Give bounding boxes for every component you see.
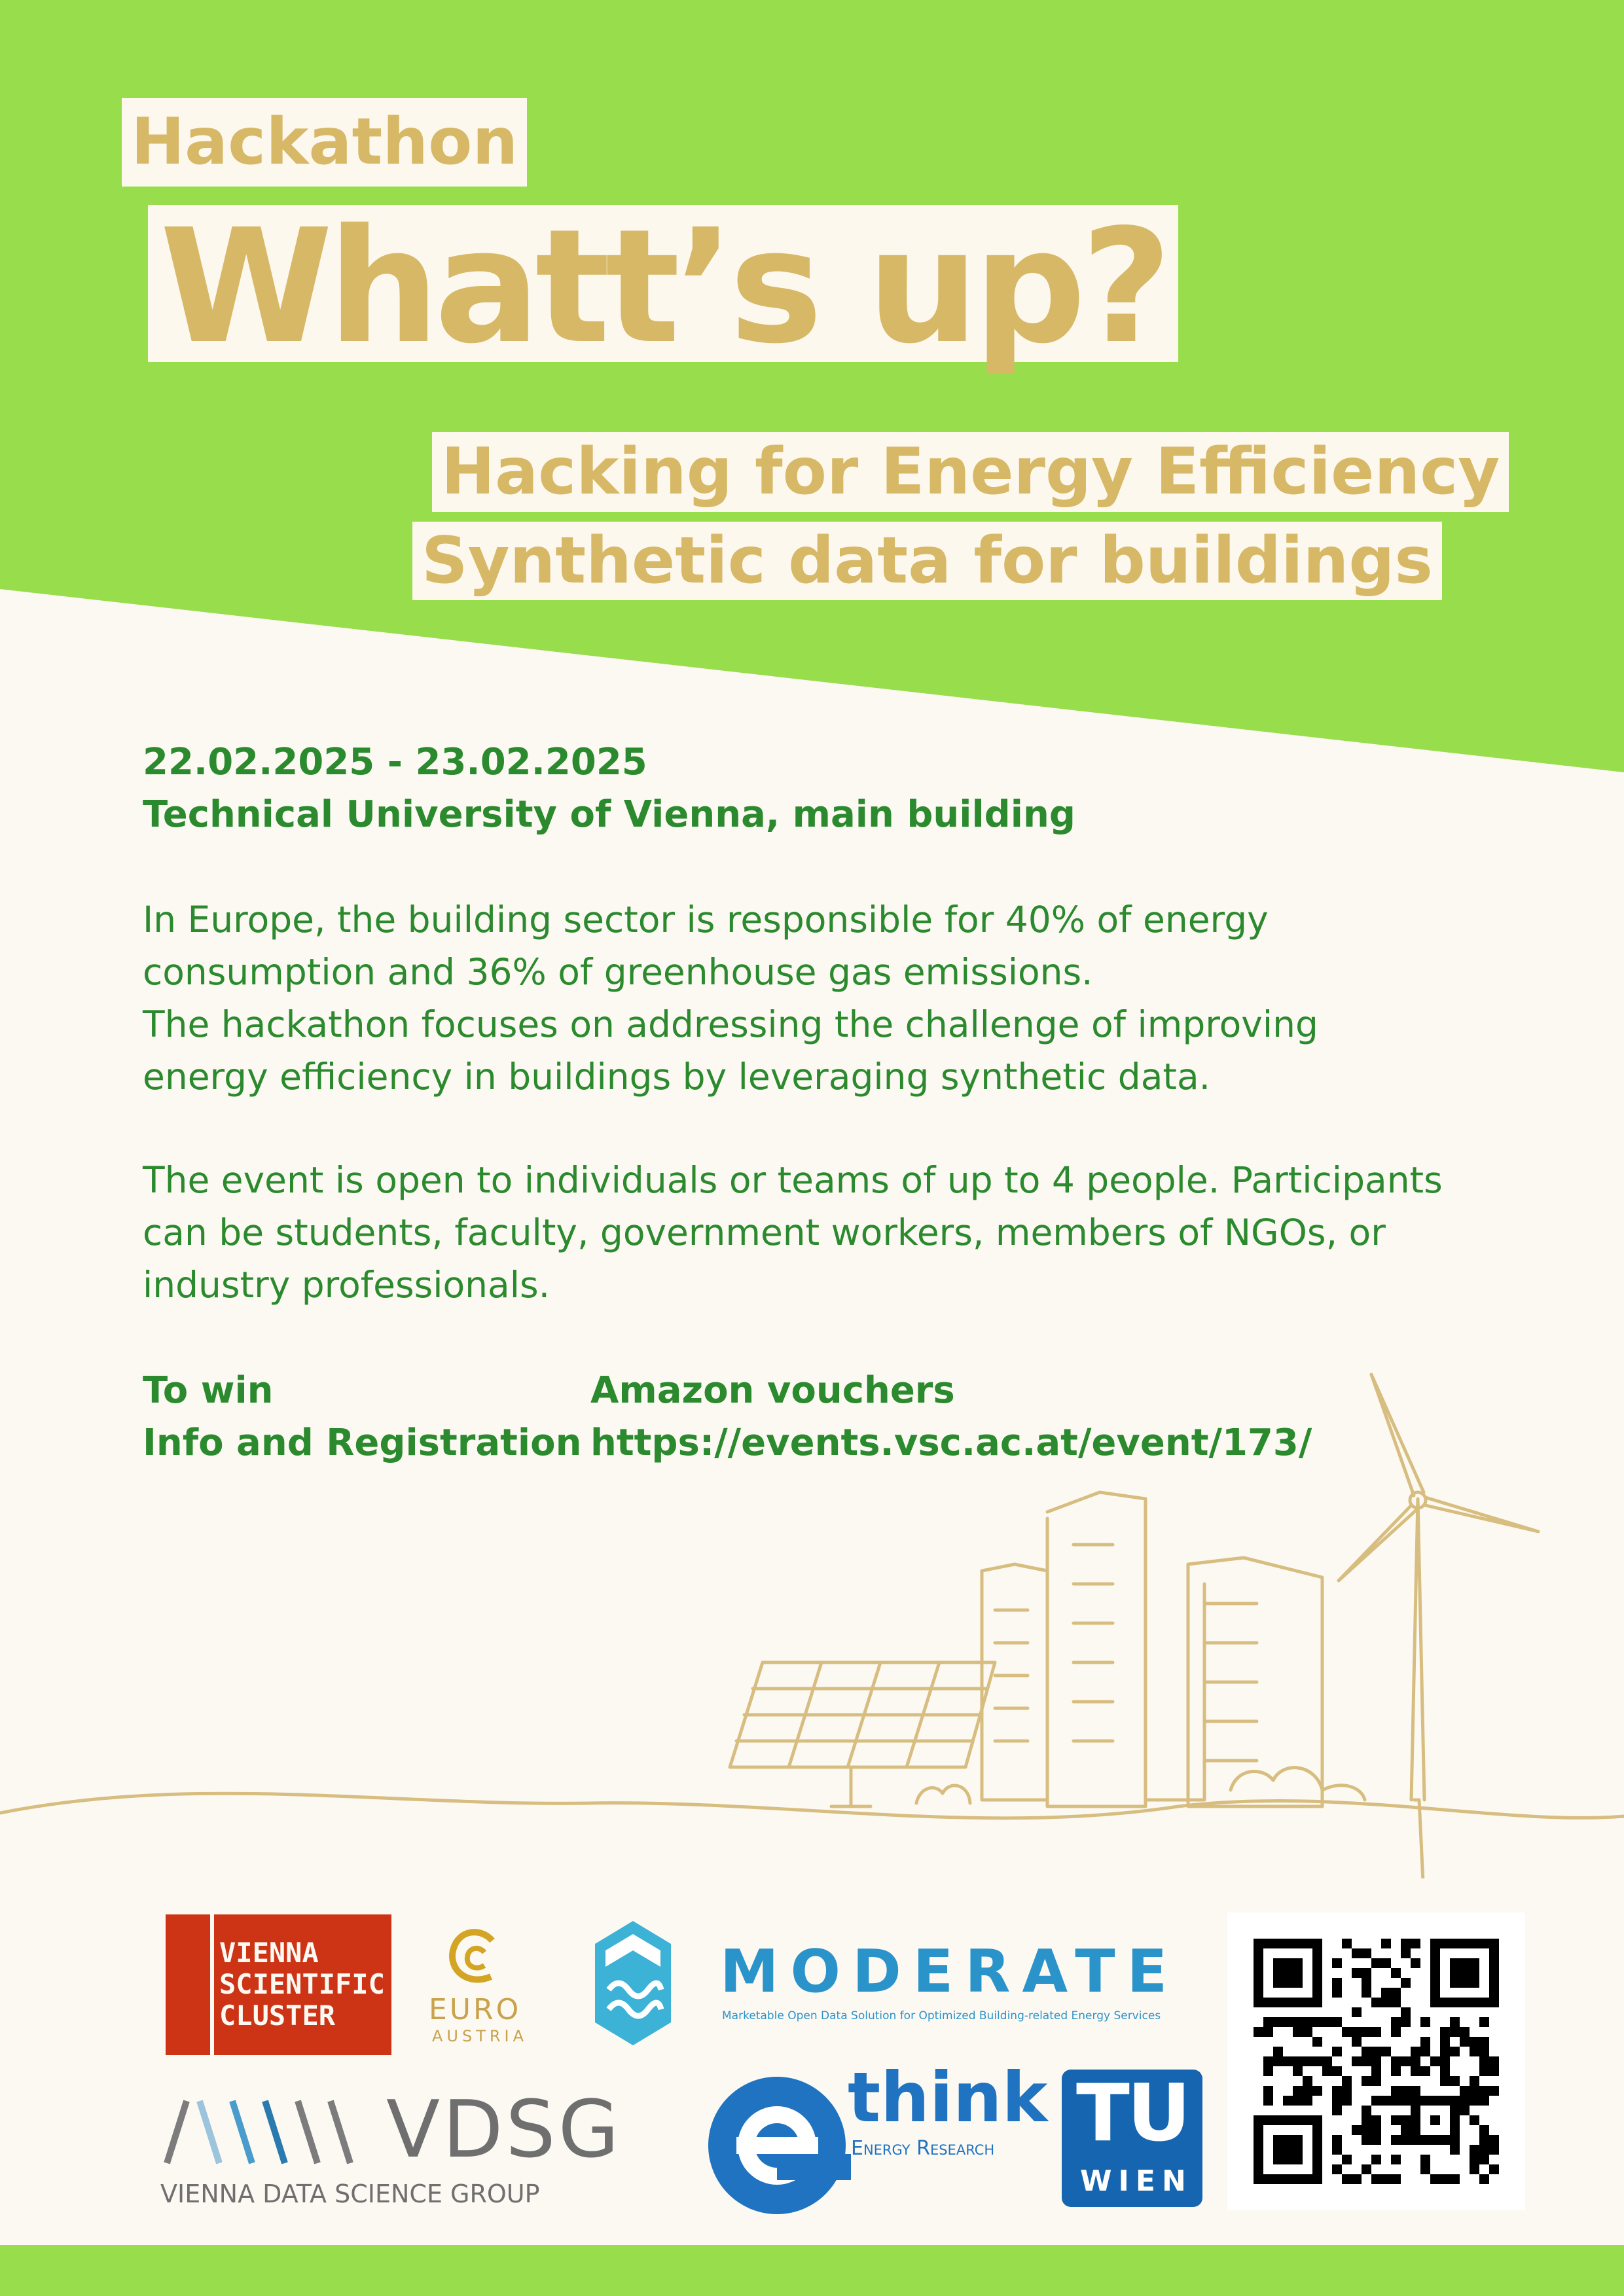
energy-illustration — [0, 1355, 1624, 1878]
registration-label: Info and Registration — [143, 1422, 582, 1464]
moderate-hexagon-icon — [592, 1914, 674, 2052]
hackathon-kicker: Hackathon — [122, 98, 527, 187]
description-line: energy efficiency in buildings by leveraging synthetic data. — [143, 1056, 1211, 1098]
event-dates: 22.02.2025 - 23.02.2025 — [143, 741, 647, 783]
moderate-logo-text: MODERATE — [720, 1937, 1180, 2006]
tu-wien-logo — [1062, 2070, 1202, 2207]
vdsg-full-name: VIENNA DATA SCIENCE GROUP — [160, 2179, 540, 2208]
eurocc-icon — [419, 1921, 530, 1993]
prize-value: Amazon vouchers — [590, 1369, 955, 1412]
vsc-line-1: IENNA — [236, 1937, 319, 1969]
event-location: Technical University of Vienna, main building — [143, 793, 1075, 836]
vsc-line-3: LUSTER — [236, 2000, 336, 2032]
buildings-illustration — [916, 1492, 1365, 1806]
description-line: can be students, faculty, government workers, members of NGOs, or — [143, 1211, 1386, 1253]
vdsg-short-name: VDSG — [386, 2085, 622, 2176]
vsc-logo — [166, 1914, 391, 2055]
qr-code-panel[interactable] — [1227, 1912, 1525, 2210]
tu-wien-letters: TU — [1076, 2068, 1189, 2159]
prize-label: To win — [143, 1369, 274, 1412]
description-line: consumption and 36% of greenhouse gas emissions. — [143, 951, 1093, 993]
subtitle-synthetic-data: Synthetic data for buildings — [412, 522, 1442, 600]
eurocc-line-1: EURO — [429, 1993, 522, 2026]
eurocc-line-2: AUSTRIA — [432, 2027, 528, 2045]
qr-code-icon — [1227, 1912, 1525, 2210]
ethink-e-icon — [704, 2075, 851, 2215]
description-paragraph-2 — [143, 1154, 1517, 1311]
description-line: In Europe, the building sector is responsible for 40% of energy — [143, 899, 1269, 941]
vsc-letter-s: S — [219, 1968, 236, 2000]
ethink-subtitle: Energy Research — [851, 2137, 995, 2160]
vsc-letter-c: C — [219, 2000, 236, 2032]
vsc-line-2: CIENTIFIC — [236, 1968, 385, 2000]
description-line: industry professionals. — [143, 1264, 550, 1306]
ethink-logo-text: think — [848, 2058, 1048, 2138]
vdsg-slashes-icon — [160, 2098, 376, 2170]
vsc-letter-v: V — [219, 1937, 236, 1969]
moderate-tagline: Marketable Open Data Solution for Optimized Building-related Energy Services — [722, 2009, 1161, 2022]
eurocc-austria-logo — [419, 1921, 530, 2052]
ground-line — [0, 1793, 1624, 1818]
subtitle-energy-efficiency: Hacking for Energy Efficiency — [432, 432, 1509, 512]
tu-wien-city: WIEN — [1080, 2164, 1193, 2198]
registration-link[interactable]: https://events.vsc.ac.at/event/173/ — [590, 1422, 1312, 1464]
description-line: The event is open to individuals or teams of up to 4 people. Participants — [143, 1159, 1443, 1201]
page-title: Whatt’s up? — [148, 205, 1178, 362]
description-paragraph-1 — [143, 893, 1517, 1103]
description-line: The hackathon focuses on addressing the challenge of improving — [143, 1003, 1318, 1045]
bottom-bar — [0, 2245, 1624, 2296]
